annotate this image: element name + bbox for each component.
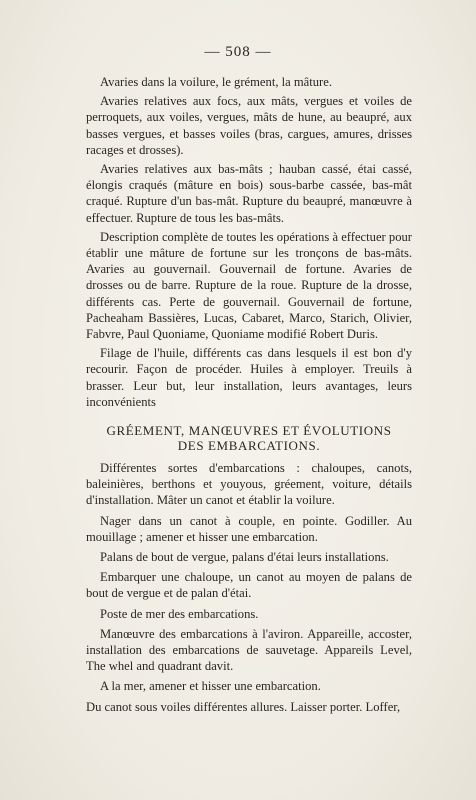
paragraph-a-la-mer: A la mer, amener et hisser une embarcation. (100, 679, 321, 694)
section-heading-line2: DES EMBARCATIONS. (177, 438, 321, 453)
paragraph-avaries-focs: Avaries relatives aux focs, aux mâts, vergues et voiles de perroquets, aux voiles, vergues, mâts de hune, au beaupré, aux basses vergues, et basses voiles (bras, cargues, amures, drisses racages et drosses). (86, 94, 412, 157)
paragraph-avaries-title: Avaries dans la voilure, le grément, la mâture. (100, 75, 332, 89)
paragraph-aviron: Manœuvre des embarcations à l'aviron. Appareille, accoster, installation des embarcations de sauvetage. Appareils Level, The whel and quadrant davit. (86, 626, 412, 674)
section-heading (86, 423, 412, 453)
paragraph-avaries-bas-mats: Avaries relatives aux bas-mâts ; hauban cassé, étai cassé, élongis craqués (mâture en bois) sous-barbe cassée, bas-mât craqué. Rupture d'un bas-mât. Rupture du beaupré, manœuvre à effectuer. Rupture de tous les bas-mâts. (86, 162, 412, 225)
paragraph-filage-huile: Filage de l'huile, différents cas dans lesquels il est bon d'y recourir. Façon de procéder. Huiles à employer. Treuils à brasser. Leur but, leur installation, leurs avantages, leurs inconvénients (86, 346, 412, 409)
section-voilure (86, 74, 412, 410)
page-number: — 508 — (204, 44, 272, 60)
paragraph-palans: Palans de bout de vergue, palans d'étai leurs installations. (100, 550, 389, 565)
paragraph-mature-fortune: Description complète de toutes les opérations à effectuer pour établir une mâture de fortune sur les tronçons de bas-mâts. Avaries au gouvernail. Gouvernail de fortune. Avaries de drosses ou de barre. Rupture de la roue. Rupture de la drosse, différents cas. Perte de gouvernail. Gouvernail de fortune, Pacheaham Bassières, Lucas, Cabaret, Marco, Starich, Olivier, Fabvre, Paul Quoniame, Quoniame modifié Robert Duris. (86, 229, 412, 342)
paragraph-nager: Nager dans un canot à couple, en pointe. Godiller. Au mouillage ; amener et hisser une embarcation. (86, 513, 412, 544)
paragraph-sortes-embarcations: Différentes sortes d'embarcations : chaloupes, canots, baleinières, berthons et youyous, gréement, voiture, détails d'installation. Mâter un canot et établir la voilure. (86, 461, 412, 508)
paragraph-embarquer: Embarquer une chaloupe, un canot au moyen de palans de bout de vergue et de palan d'étai. (86, 570, 412, 601)
section-embarcations (86, 460, 412, 715)
paragraph-canot-sous-voiles: Du canot sous voiles différentes allures. Laisser porter. Loffer, (86, 699, 401, 714)
paragraph-poste-de-mer: Poste de mer des embarcations. (100, 606, 259, 621)
section-heading-line1: GRÉEMENT, MANŒUVRES ET ÉVOLUTIONS (106, 423, 392, 438)
